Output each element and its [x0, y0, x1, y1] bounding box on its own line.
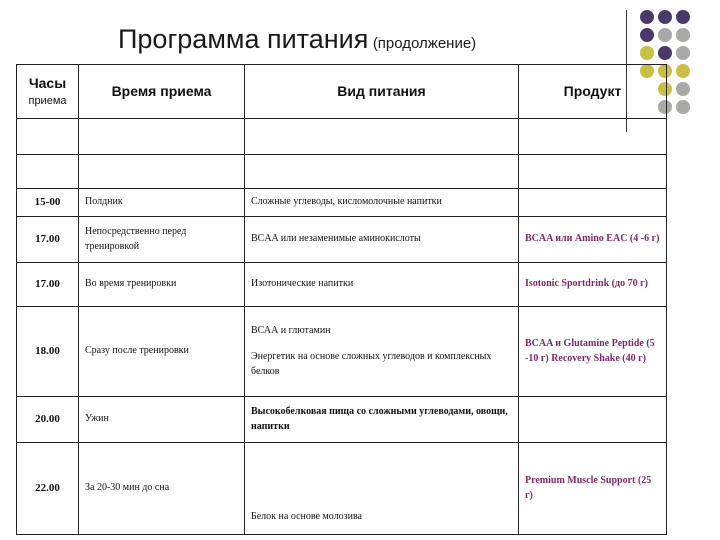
header-type: Вид питания — [245, 65, 519, 119]
row-product — [519, 189, 667, 217]
decor-dot — [658, 46, 672, 60]
row-time: 15-00 — [17, 189, 79, 217]
header-hours — [17, 65, 79, 119]
row-type: Высокобелковая пища со сложными углеводами, овощи, напитки — [245, 397, 519, 443]
table-cell — [17, 155, 79, 189]
decor-dot — [676, 28, 690, 42]
row-time: 18.00 — [17, 307, 79, 397]
title-main: Программа питания — [118, 24, 369, 54]
table-cell — [245, 119, 519, 155]
table-row — [17, 443, 667, 535]
title-sub: (продолжение) — [372, 35, 477, 52]
decor-dot — [676, 46, 690, 60]
row-when: Сразу после тренировки — [79, 307, 245, 397]
table-cell — [245, 155, 519, 189]
header-hours-bottom: приема — [28, 94, 67, 107]
row-when: За 20-30 мин до сна — [79, 443, 245, 535]
header-product: Продукт — [519, 65, 667, 119]
decor-dot — [640, 28, 654, 42]
header-when: Время приема — [79, 65, 245, 119]
decor-dot — [676, 10, 690, 24]
header-hours-top: Часы — [28, 75, 67, 92]
row-type: Сложные углеводы, кисломолочные напитки — [245, 189, 519, 217]
table-header-row — [17, 65, 667, 119]
decor-dot — [658, 10, 672, 24]
row-when: Непосредственно перед тренировкой — [79, 217, 245, 263]
decor-dot — [676, 64, 690, 78]
table-row — [17, 263, 667, 307]
row-type: Белок на основе молозива — [245, 443, 519, 535]
row-when: Полдник — [79, 189, 245, 217]
table-row — [17, 397, 667, 443]
decor-dot — [676, 100, 690, 114]
row-type — [245, 307, 519, 397]
table-cell — [79, 119, 245, 155]
row-product — [519, 397, 667, 443]
table-row — [17, 189, 667, 217]
decor-dot — [640, 10, 654, 24]
row-type-b: Энергетик на основе сложных углеводов и комплексных белков — [251, 351, 492, 377]
decor-dot — [640, 46, 654, 60]
nutrition-table — [16, 64, 667, 535]
table-cell — [17, 119, 79, 155]
row-when: Ужин — [79, 397, 245, 443]
page-title — [118, 24, 476, 55]
row-product: BCAA или Amino EAC (4 -6 г) — [519, 217, 667, 263]
row-product: Isotonic Sportdrink (до 70 г) — [519, 263, 667, 307]
table-row-empty — [17, 119, 667, 155]
row-time: 17.00 — [17, 263, 79, 307]
row-type: BCAA или незаменимые аминокислоты — [245, 217, 519, 263]
table-cell — [519, 119, 667, 155]
row-product: BCAA и Glutamine Peptide (5 -10 г) Recovery Shake (40 г) — [519, 307, 667, 397]
table-cell — [79, 155, 245, 189]
row-type-a: ВСАА и глютамин — [251, 324, 331, 336]
decor-dot — [658, 28, 672, 42]
table-row — [17, 217, 667, 263]
decor-dot — [676, 82, 690, 96]
row-time: 17.00 — [17, 217, 79, 263]
table-row-empty — [17, 155, 667, 189]
row-type: Изотонические напитки — [245, 263, 519, 307]
table-row — [17, 307, 667, 397]
row-time: 20.00 — [17, 397, 79, 443]
row-type-gap — [251, 338, 512, 350]
row-when: Во время тренировки — [79, 263, 245, 307]
table-cell — [519, 155, 667, 189]
row-time: 22.00 — [17, 443, 79, 535]
row-product: Premium Muscle Support (25 г) — [519, 443, 667, 535]
